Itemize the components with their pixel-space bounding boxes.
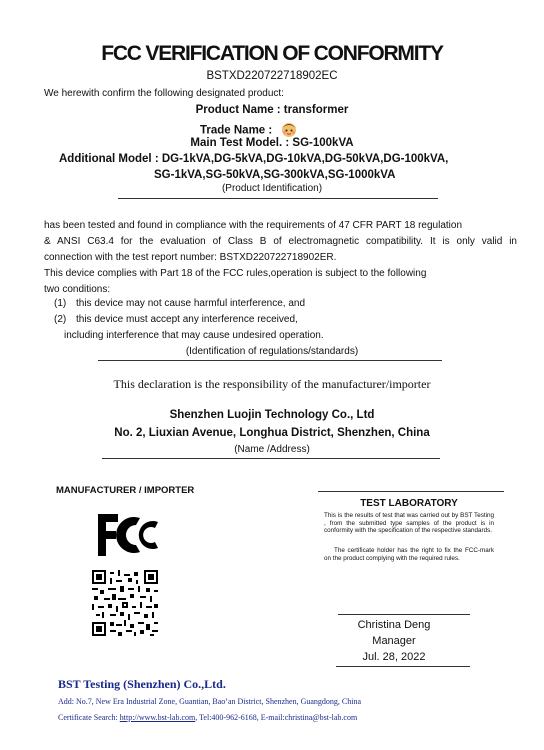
company-name: Shenzhen Luojin Technology Co., Ltd [169, 409, 375, 421]
trade-name-label: Trade Name : [200, 124, 273, 137]
condition-1: this device may not cause harmful interference, and [76, 298, 306, 309]
compliance-line-3: connection with the test report number: BSTXD220722718902ER. [44, 252, 337, 263]
test-lab-title: TEST LABORATORY [360, 498, 458, 509]
company-caption: (Name /Address) [234, 444, 310, 455]
divider [318, 491, 504, 492]
signatory-name: Christina Deng [357, 619, 431, 631]
footer-address: Add: No.7, New Era Industrial Zone, Guantian, Bao’an District, Shenzhen, Guangdong, China [58, 697, 362, 706]
signature-line [338, 614, 470, 615]
qr-code-icon [92, 570, 158, 636]
additional-model-line1: Additional Model : DG-1kVA,DG-5kVA,DG-10kVA,DG-50kVA,DG-100kVA, [59, 153, 449, 165]
certificate-search-link[interactable]: http://www.bst-lab.com [119, 713, 196, 722]
fcc-logo-icon [96, 512, 162, 558]
condition-2-number: (2) [54, 314, 67, 325]
company-address: No. 2, Liuxian Avenue, Longhua District, Shenzhen, China [114, 427, 430, 439]
condition-2: this device must accept any interference received, [76, 314, 298, 325]
divider [336, 666, 470, 667]
main-test-model: Main Test Model. : SG-100kVA [190, 137, 354, 149]
test-lab-text: This is the results of test that was carried out by BST Testing , from the submitted type samples of the product is in conformity with the specification of the respective standards. [324, 512, 494, 535]
footer-contact [58, 713, 357, 722]
condition-2-continued: including interference that may cause undesired operation. [64, 330, 324, 341]
footer-company: BST Testing (Shenzhen) Co.,Ltd. [58, 677, 226, 691]
contact-info: , Tel:400-962-6168, E-mail:christina@bst-lab.com [195, 713, 358, 722]
compliance-line-5: two conditions: [44, 284, 111, 295]
declaration-text: This declaration is the responsibility of the manufacturer/importer [113, 377, 431, 391]
condition-1-number: (1) [54, 298, 67, 309]
certificate-search-label: Certificate Search: [58, 713, 120, 722]
test-lab-text-2: The certificate holder has the right to fix the FCC-mark on the product complying with the required rules. [324, 547, 494, 562]
compliance-line-1: has been tested and found in compliance with the requirements of 47 CFR PART 18 regulation [44, 220, 463, 231]
compliance-line-2: & ANSI C63.4 for the evaluation of Class B of electromagnetic compatibility. It is only valid in [44, 236, 517, 247]
compliance-line-4: This device complies with Part 18 of the FCC rules,operation is subject to the following [44, 268, 427, 279]
divider [102, 458, 440, 459]
intro-text: We herewith confirm the following designated product: [44, 88, 284, 99]
product-name: Product Name : transformer [195, 104, 349, 116]
regulations-identification: (Identification of regulations/standards) [185, 346, 359, 357]
divider [98, 360, 442, 361]
additional-model-line2: SG-1kVA,SG-50kVA,SG-300kVA,SG-1000kVA [154, 169, 396, 181]
certificate-title: FCC VERIFICATION OF CONFORMITY [101, 42, 443, 65]
divider [118, 198, 438, 199]
manufacturer-label: MANUFACTURER / IMPORTER [56, 485, 195, 496]
product-identification: (Product Identification) [221, 183, 323, 194]
signature-date: Jul. 28, 2022 [362, 651, 426, 663]
certificate-number: BSTXD220722718902EC [206, 70, 338, 82]
signatory-title: Manager [372, 635, 416, 647]
